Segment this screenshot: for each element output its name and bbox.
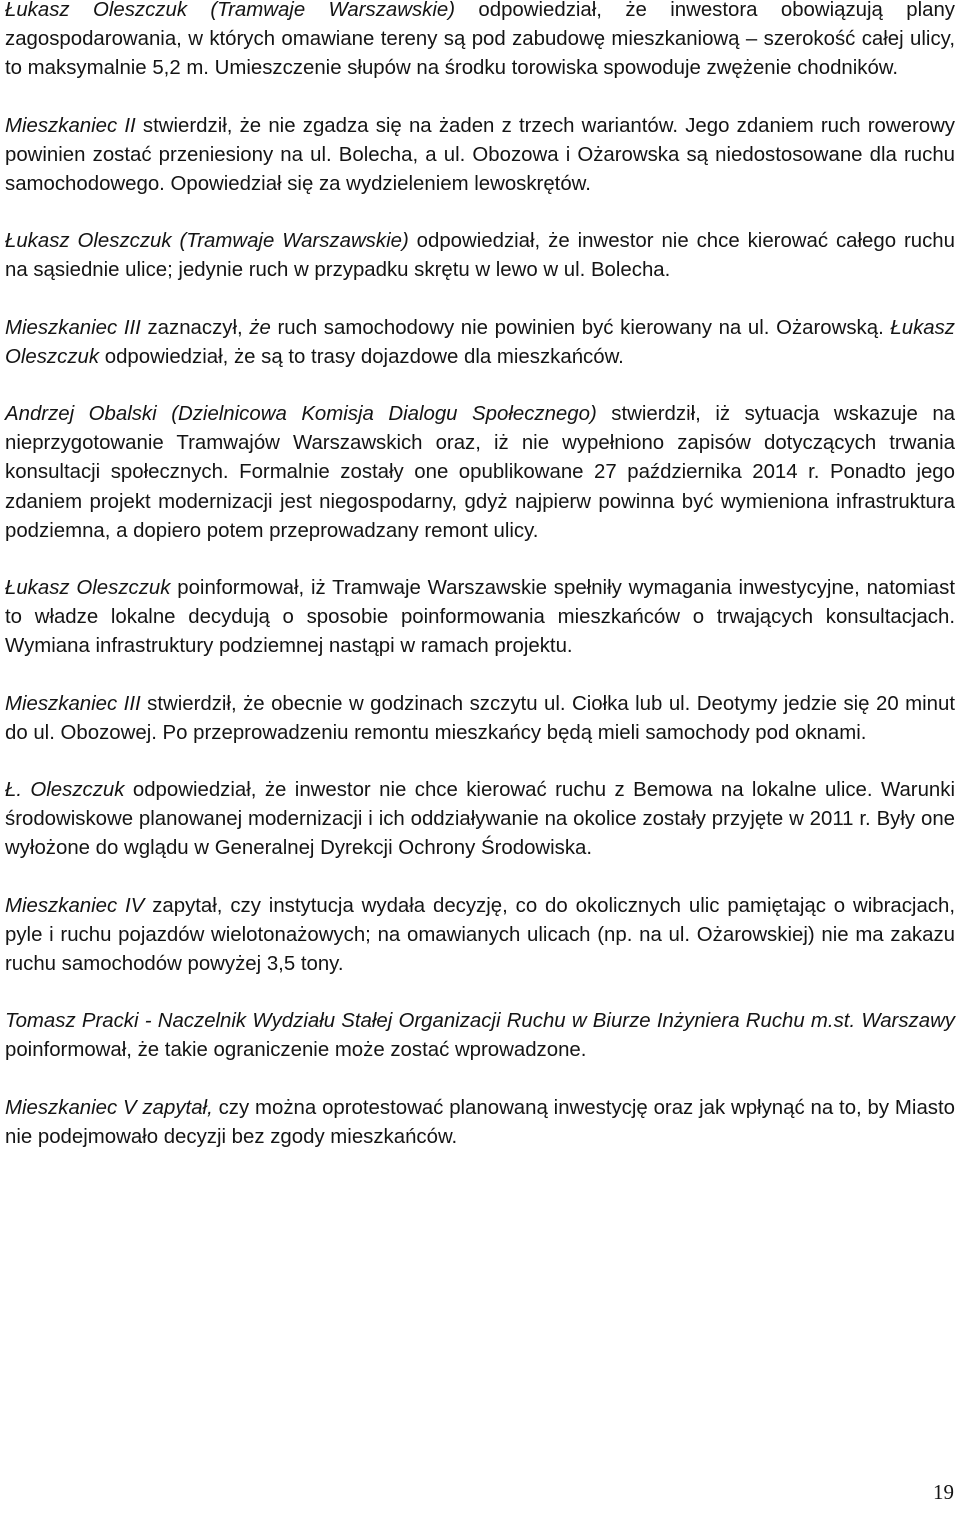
text-run: ruch samochodowy nie powinien być kierowany na ul. Ożarowską. bbox=[270, 316, 891, 339]
text-run: stwierdził, że obecnie w godzinach szczytu ul. Ciołka lub ul. Deotymy jedzie się 20 minut do ul. Obozowej. Po przeprowadzeniu remontu mieszkańcy będą mieli samochody pod oknami. bbox=[5, 692, 955, 744]
paragraph-5 bbox=[5, 400, 955, 546]
text-run: odpowiedział, że są to trasy dojazdowe dla mieszkańców. bbox=[99, 345, 624, 368]
text-run-italic: że bbox=[249, 316, 271, 339]
document-page bbox=[5, 0, 955, 1180]
paragraph-11 bbox=[5, 1094, 955, 1152]
page-number: 19 bbox=[933, 1480, 954, 1504]
paragraph-9 bbox=[5, 892, 955, 980]
text-run: stwierdził, iż sytuacja wskazuje na nieprzygotowanie Tramwajów Warszawskich oraz, iż nie wypełniono zapisów dotyczących trwania konsultacji społecznych. Formalnie zostały one opublikowane 27 października 2014 r. Ponadto jego zdaniem projekt modernizacji jest niegospodarny, gdyż najpierw powinna być wymieniona infrastruktura podziemna, a dopiero potem przeprowadzany remont ulicy. bbox=[5, 403, 955, 542]
text-run: zaznaczył, bbox=[140, 316, 250, 339]
text-run: stwierdził, że nie zgadza się na żaden z trzech wariantów. Jego zdaniem ruch rowerowy powinien zostać przeniesiony na ul. Bolecha, a ul. Obozowa i Ożarowska są niedostosowane dla ruchu samochodowego. Opowiedział się za wydzieleniem lewoskrętów. bbox=[5, 114, 955, 196]
text-run: poinformował, że takie ograniczenie może zostać wprowadzone. bbox=[5, 1039, 587, 1062]
text-run: zapytał, czy instytucja wydała decyzję, co do okolicznych ulic pamiętając o wibracjach, pyle i ruchu pojazdów wielotonażowych; na omawianych ulicach (np. na ul. Ożarowskiej) nie ma zakazu ruchu samochodów powyżej 3,5 tony. bbox=[5, 894, 955, 976]
paragraph-6 bbox=[5, 574, 955, 662]
speaker: Mieszkaniec III bbox=[5, 316, 141, 339]
paragraph-2 bbox=[5, 112, 955, 200]
paragraph-10 bbox=[5, 1007, 955, 1065]
speaker: Mieszkaniec V zapytał, bbox=[5, 1096, 213, 1119]
speaker: Łukasz Oleszczuk bbox=[5, 316, 955, 368]
speaker: Łukasz Oleszczuk (Tramwaje Warszawskie) bbox=[5, 230, 409, 253]
speaker: Mieszkaniec IV bbox=[5, 894, 145, 917]
speaker: Ł. Oleszczuk bbox=[5, 779, 125, 802]
text-run: czy można oprotestować planowaną inwestycję oraz jak wpłynąć na to, by Miasto nie podejmowało decyzji bez zgody mieszkańców. bbox=[5, 1096, 955, 1148]
speaker: Tomasz Pracki - Naczelnik Wydziału Stałej Organizacji Ruchu w Biurze Inżyniera Ruchu m.st. Warszawy bbox=[5, 1010, 955, 1033]
speaker: Mieszkaniec II bbox=[5, 114, 136, 137]
text-run: odpowiedział, że inwestor nie chce kierować całego ruchu na sąsiednie ulice; jedynie ruch w przypadku skrętu w lewo w ul. Bolecha. bbox=[5, 230, 955, 282]
paragraph-4 bbox=[5, 314, 955, 372]
paragraph-7 bbox=[5, 690, 955, 748]
paragraph-8 bbox=[5, 776, 955, 864]
speaker: Łukasz Oleszczuk bbox=[5, 577, 171, 600]
speaker: Andrzej Obalski (Dzielnicowa Komisja Dialogu Społecznego) bbox=[5, 403, 597, 426]
text-run: poinformował, iż Tramwaje Warszawskie spełniły wymagania inwestycyjne, natomiast to władze lokalne decydują o sposobie poinformowania mieszkańców o trwających konsultacjach. Wymiana infrastruktury podziemnej nastąpi w ramach projektu. bbox=[5, 577, 955, 658]
paragraph-3 bbox=[5, 227, 955, 285]
speaker: Mieszkaniec III bbox=[5, 692, 141, 715]
text-run: odpowiedział, że inwestor nie chce kierować ruchu z Bemowa na lokalne ulice. Warunki środowiskowe planowanej modernizacji i ich oddziaływanie na okolice zostały przyjęte w 2011 r. Były one wyłożone do wglądu w Generalnej Dyrekcji Ochrony Środowiska. bbox=[5, 779, 955, 860]
text-run: odpowiedział, że inwestora obowiązują plany zagospodarowania, w których omawiane tereny są pod zabudowę mieszkaniową – szerokość całej ulicy, to maksymalnie 5,2 m. Umieszczenie słupów na środku torowiska spowoduje zwężenie chodników. bbox=[5, 0, 955, 80]
paragraph-1 bbox=[5, 0, 955, 84]
speaker: Łukasz Oleszczuk (Tramwaje Warszawskie) bbox=[5, 0, 456, 21]
